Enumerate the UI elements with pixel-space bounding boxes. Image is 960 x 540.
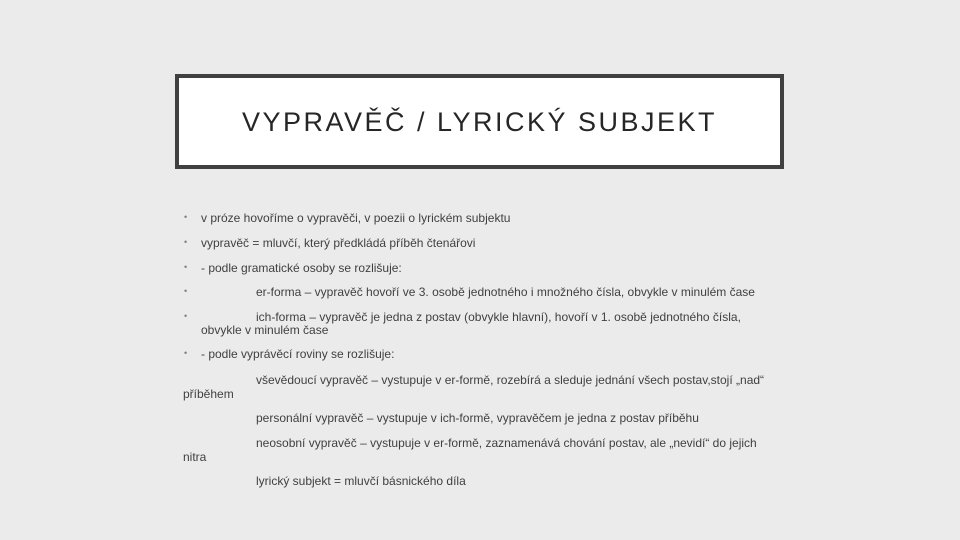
line-9: příběhem [183, 387, 234, 401]
bullet-1: • [184, 212, 188, 222]
bullet-2: • [184, 237, 188, 247]
bullet-5: • [184, 311, 188, 321]
bullet-4: • [184, 286, 188, 296]
line-3: - podle gramatické osoby se rozlišuje: [201, 261, 402, 275]
line-5: ich-forma – vypravěč je jedna z postav (obvykle hlavní), hovoří v 1. osobě jednotného čísla, [256, 310, 741, 324]
line-11: neosobní vypravěč – vystupuje v er-formě, zaznamenává chování postav, ale „nevidí“ do jejich [256, 436, 757, 450]
line-10: personální vypravěč – vystupuje v ich-formě, vypravěčem je jedna z postav příběhu [256, 411, 699, 425]
line-2: vypravěč = mluvčí, který předkládá příběh čtenářovi [201, 236, 476, 250]
line-8: vševědoucí vypravěč – vystupuje v er-formě, rozebírá a sleduje jednání všech postav,stojí „nad“ [256, 373, 765, 387]
line-7: - podle vyprávěcí roviny se rozlišuje: [201, 347, 395, 361]
slide-title: VYPRAVĚČ / LYRICKÝ SUBJEKT [241, 107, 718, 137]
line-13: lyrický subjekt = mluvčí básnického díla [256, 474, 466, 488]
line-1: v próze hovoříme o vypravěči, v poezii o lyrickém subjektu [201, 211, 511, 225]
title-box [175, 74, 784, 169]
bullet-6: • [184, 348, 188, 358]
line-4: er-forma – vypravěč hovoří ve 3. osobě jednotného i množného čísla, obvykle v minulém čase [256, 285, 755, 299]
line-6: obvykle v minulém čase [201, 323, 329, 337]
line-12: nitra [183, 450, 207, 464]
bullet-3: • [184, 262, 188, 272]
